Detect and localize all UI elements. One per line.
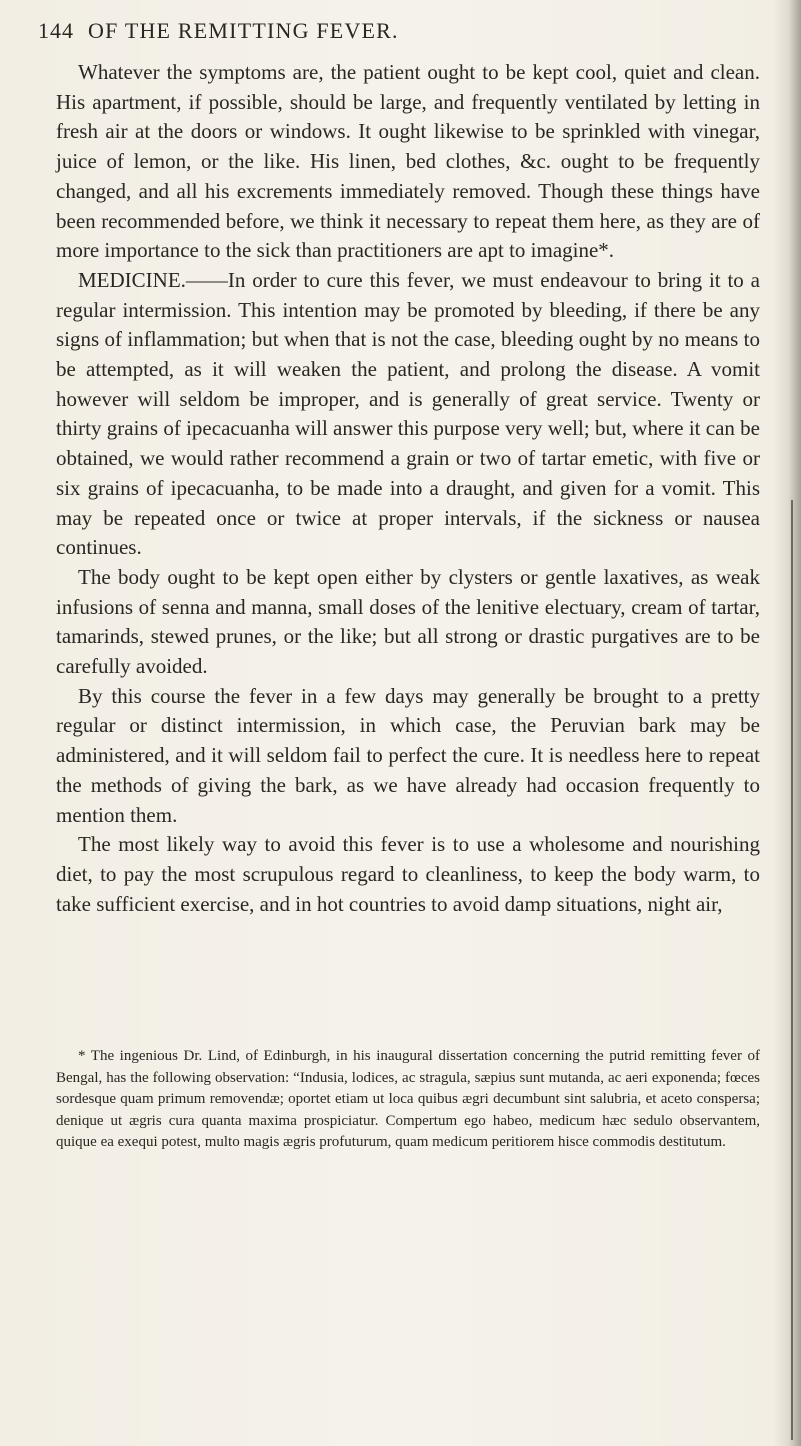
paragraph-bark: By this course the fever in a few days may generally be brought to a pretty regular or distinct intermission, in which case, the Peruvian bark may be administered, and it will seldom fail to perfect the cure. It is needless here to repeat the methods of giving the bark, as we have already had occasion frequently to mention them. [56,683,760,827]
page-header [38,16,758,52]
paragraph-prevention: The most likely way to avoid this fever is to use a wholesome and nourishing diet, to pay the most scrupulous regard to cleanliness, to keep the body warm, to take sufficient exercise, and in hot countries to avoid damp situations, night air, [56,832,760,916]
paragraph-care: Whatever the symptoms are, the patient ought to be kept cool, quiet and clean. His apartment, if possible, should be large, and frequently ventilated by letting in fresh air at the doors or windows. It ought likewise to be sprinkled with vinegar, juice of lemon, or the like. His linen, bed clothes, &c. ought to be frequently changed, and all his excrements immediately removed. Though these things have been recommended before, we think it necessary to repeat them here, as they are of more importance to the sick than practitioners are apt to imagine*. [56,60,760,263]
main-text [56,58,760,919]
page-edge-shadow [773,0,801,1446]
running-head: OF THE REMITTING FEVER. [88,18,399,43]
footnote: * The ingenious Dr. Lind, of Edinburgh, in his inaugural dissertation concerning the putrid remitting fever of Bengal, has the following observation: “Indusia, lodices, ac stragula, sæpius sunt mutanda, ac aeri exponenda; fœces sordesque quam primum removendæ; oportet etiam ut loca quibus ægri decumbunt sint salubria, et aceto conspersa; denique ut ægris cura quanta maxima prospiciatur. Compertum ego habeo, medicum hæc sedulo observantem, quique ea exequi potest, multo magis ægris profuturum, quam medicum peritiorem hisce commodis destitutum. [56,1048,760,1150]
page-number: 144 [38,18,74,43]
paragraph-laxatives: The body ought to be kept open either by clysters or gentle laxatives, as weak infusions of senna and manna, small doses of the lenitive electuary, cream of tartar, tamarinds, stewed prunes, or the like; but all strong or drastic purgatives are to be carefully avoided. [56,564,760,679]
page-edge-line [791,500,793,1440]
paragraph-medicine: MEDICINE.——In order to cure this fever, we must endeavour to bring it to a regular intermission. This intention may be promoted by bleeding, if there be any signs of inflammation; but when that is not the case, bleeding ought by no means to be attempted, as it will weaken the patient, and prolong the disease. A vomit however will seldom be improper, and is generally of great service. Twenty or thirty grains of ipecacuanha will answer this purpose very well; but, where it can be obtained, we would rather recommend a grain or two of tartar emetic, with five or six grains of ipecacuanha, to be made into a draught, and given for a vomit. This may be repeated once or twice at proper intervals, if the sickness or nausea continues. [56,267,760,560]
